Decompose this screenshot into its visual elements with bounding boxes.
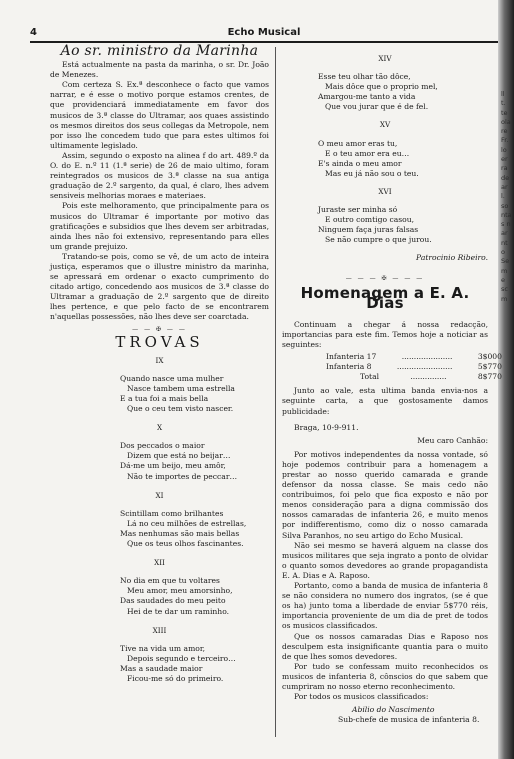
edge-fragment: de: [501, 173, 510, 182]
total-label: Total: [360, 372, 380, 382]
letter-paragraph: Não sei mesmo se haverá alguem na classe dos musicos militares que seja ingrato a ponto de olvidar o quanto somos devedores ao grande propagandista E. A. Dias e A. Raposo.: [282, 540, 488, 580]
stanza: [120, 576, 269, 616]
verse-line: Ficou-me só do primeiro.: [127, 673, 224, 683]
letter-place-date: Braga, 10-9-911.: [294, 422, 359, 432]
stanza-number: X: [156, 423, 163, 433]
stanza: [318, 205, 488, 245]
verse-line: Não te importes de peccar…: [127, 471, 238, 481]
verse-line: Que o ceu tem visto nascer.: [127, 404, 234, 414]
donation-table: [326, 352, 502, 382]
letter-paragraph: Por todos os musicos classificados:: [294, 692, 429, 702]
letter-greeting: Meu caro Canhão:: [417, 435, 488, 445]
page-header: [30, 27, 498, 41]
edge-fragment: ar: [501, 229, 508, 238]
journal-title: Echo Musical: [227, 27, 301, 38]
verse-line: Esse teu olhar tão dôce,: [318, 72, 411, 82]
verse-line: Mas a saudade maior: [120, 663, 203, 673]
edge-fragment: m: [501, 294, 508, 303]
edge-fragment: nt: [501, 238, 508, 247]
stanza: [120, 644, 269, 684]
edge-fragment: s n: [501, 220, 511, 229]
article-paragraph: Tratando-se pois, como se vê, de um acto de inteira justiça, esperamos que o illustre ministro da marinha, se apressará em ordenar o exacto cumprimento do citado artigo, concedendo aos musicos de 3.ª classe do Ultramar a graduação de 2.º sargento que de direito lhes pertence, e que pelo facto de se encontrarem n'aquellas possessões, não lhes deve ser coarctada.: [50, 251, 269, 322]
verse-line: Meu amor, meu amorsinho,: [127, 586, 233, 596]
edge-fragment: e: [501, 275, 505, 284]
donation-value: 5$770: [477, 362, 502, 372]
stanza-number: XV: [379, 120, 391, 130]
edge-fragment: so: [501, 201, 509, 210]
edge-fragment: o: [501, 248, 505, 257]
verse-line: Quando nasce uma mulher: [120, 373, 224, 383]
edge-fragment: l.: [501, 192, 505, 201]
verse-line: Depois segundo e terceiro…: [127, 653, 236, 663]
edge-fragment: te: [501, 108, 508, 117]
left-column: [50, 43, 269, 684]
stanza: [318, 139, 488, 179]
verse-line: Hei de te dar um raminho.: [127, 606, 230, 616]
article-paragraph: Com certeza S. Ex.ª desconhece o facto que vamos narrar, e é esse o motivo porque estamos crentes, de que providenciará immediatamente em favor dos musicos de 3.ª classe do Ultramar, aos quaes assistindo os mesmos direitos dos seus collegas da Metropole, nem por isso lhe concedem tudo que para estes ultimos foi ultimamente legislado.: [50, 80, 269, 150]
letter-paragraph: Por tudo se confessam muito reconhecidos os musicos de infanteria 8, cônscios do que sabem que cumpriram no nosso eterno reconhecimento.: [282, 661, 488, 691]
verse-line: Mais dôce que o proprio mel,: [325, 82, 438, 92]
edge-fragment: Se: [501, 257, 510, 266]
article-heading-marinha: Ao sr. ministro da Marinha: [60, 43, 259, 59]
column-divider: [275, 47, 276, 737]
stanza-number: XII: [154, 558, 165, 568]
edge-fragment: ola: [501, 117, 511, 126]
signature-name: Abilio do Nascimento: [352, 705, 435, 715]
verse-line: E o teu amor era eu…: [325, 148, 410, 158]
verse-line: Dá-me um beijo, meu amôr,: [120, 461, 226, 471]
verse-line: Que os teus olhos fascinantes.: [127, 539, 244, 549]
trovas-continued: [282, 54, 488, 245]
donation-row: [326, 362, 502, 372]
trovas-stanzas: [50, 356, 269, 684]
right-column: [282, 46, 502, 725]
article-paragraph: Assim, segundo o exposto na alinea f do art. 489.º da O. do E. n.º 11 (1.ª serie) de 26 de maio ultimo, foram reintegrados os musicos de 3.ª classe na sua antiga graduação de 2.º sargento, da qual, é claro, lhes advem sensiveis melhorias moraes e materiaes.: [50, 150, 269, 201]
donation-dots: .....................: [401, 352, 453, 362]
edge-fragment: ar: [501, 182, 508, 191]
stanza: [318, 72, 488, 112]
stanza: [120, 441, 269, 481]
edge-fragment: ra: [501, 164, 508, 173]
verse-line: Dizem que está no beijar…: [127, 451, 231, 461]
stanza: [120, 374, 269, 414]
stanza-number: IX: [155, 355, 164, 365]
edge-fragment: ll: [501, 90, 505, 98]
poem-author: Patrocinio Ribeiro.: [416, 253, 488, 263]
stanza-number: XI: [155, 490, 164, 500]
homenagem-intro: Continuam a chegar á nossa redacção, importancias para este fim. Temos hoje a noticiar as seguintes:: [282, 319, 488, 349]
verse-line: Amargou-me tanto a vida: [318, 92, 416, 102]
donation-label: Infanteria 8: [326, 362, 372, 372]
donation-label: Infanteria 17: [326, 352, 377, 362]
donation-row: [326, 352, 502, 362]
edge-fragment: m: [501, 266, 508, 275]
verse-line: Mas nenhumas são mais bellas: [120, 528, 240, 538]
verse-line: Nasce tambem uma estrella: [127, 383, 235, 393]
separator-ornament-2: — — — ✠ — — —: [345, 274, 425, 282]
verse-line: Ninguem faça juras falsas: [318, 225, 419, 235]
edge-fragment: t.: [501, 99, 506, 108]
verse-line: Que vou jurar que é de fel.: [325, 102, 429, 112]
verse-line: E a tua foi a mais bella: [120, 394, 209, 403]
edge-fragment: sc: [501, 285, 508, 294]
verse-line: E outro comtigo casou,: [325, 215, 414, 225]
stanza-number: XIV: [378, 54, 392, 63]
separator-ornament: — — ✠ — —: [132, 325, 187, 333]
verse-line: Dos peccados o maior: [120, 441, 205, 451]
verse-line: No dia em que tu voltares: [120, 576, 220, 586]
letter-paragraph: Por motivos independentes da nossa vontade, só hoje podemos contribuir para a homenagem a prestar ao nosso querido camarada e grande defensor da nossa classe. Se mais cedo não contribuimos, foi pelo que fica exposto e não por menos consideração para a digna commissão dos nossos camaradas de infanteria 26, e muito menos por indifferentismo, como diz o nosso camarada Silva Paranhos, no seu artigo do Echo Musical.: [282, 449, 488, 540]
verse-line: Mas eu já não sou o teu.: [325, 168, 419, 178]
donation-total-row: [326, 372, 502, 382]
stanza: [120, 509, 269, 549]
page-number: 4: [30, 27, 37, 38]
total-dots: ...............: [410, 372, 447, 382]
letter-paragraph: Portanto, como a banda de musica de infanteria 8 se não considera no numero dos ingratos, (se é que os ha) junto toma a liberdade de enviar 5$770 réis, importancia proveniente de um dia de pret de todos os musicos classificados.: [282, 581, 488, 631]
verse-line: Tive na vida um amor,: [120, 643, 206, 653]
article-body-marinha: [50, 60, 269, 322]
edge-fragment: nta: [501, 210, 512, 219]
stanza-number: XIII: [152, 625, 167, 635]
verse-line: Scintillam como brilhantes: [120, 508, 224, 518]
homenagem-heading: Homenagem a E. A. Dias: [300, 283, 470, 312]
adjacent-page-text: [501, 90, 512, 304]
verse-line: O meu amor eras tu,: [318, 138, 398, 148]
donation-value: 3$000: [477, 352, 502, 362]
article-paragraph: Está actualmente na pasta da marinha, o sr. Dr. João de Menezes.: [50, 60, 269, 80]
trovas-heading: TROVAS: [115, 332, 204, 351]
edge-fragment: re: [501, 127, 508, 136]
edge-fragment: Fr.: [501, 136, 509, 145]
letter-paragraph: Que os nossos camaradas Dias e Raposo nos desculpem esta insignificante quantia para o muito de que lhes somos devedores.: [282, 631, 488, 661]
signature-title: Sub-chefe de musica de infanteria 8.: [338, 715, 480, 725]
verse-line: E's ainda o meu amor: [318, 158, 402, 168]
verse-line: Das saudades do meu peito: [120, 596, 226, 606]
stanza-number: XVI: [378, 186, 392, 196]
letter-body: [282, 450, 488, 702]
junto-paragraph: Junto ao vale, esta ultima banda envia-nos a seguinte carta, a que gostosamente damos publicidade:: [282, 386, 488, 416]
donation-dots: .......................: [396, 362, 453, 372]
article-paragraph: Pois este melhoramento, que principalmente para os musicos do Ultramar é importante por motivo das gratificações e subsidios que lhes devem ser arbitradas, ainda lhes não foi extensivo, representando para elles um grande prejuizo.: [50, 201, 269, 251]
total-value: 8$770: [477, 372, 502, 382]
verse-line: Lá no ceu milhões de estrellas,: [127, 518, 247, 528]
edge-fragment: lo: [501, 145, 507, 154]
edge-fragment: er: [501, 155, 508, 164]
verse-line: Se não cumpre o que jurou.: [325, 235, 432, 245]
verse-line: Juraste ser minha só: [318, 205, 398, 215]
